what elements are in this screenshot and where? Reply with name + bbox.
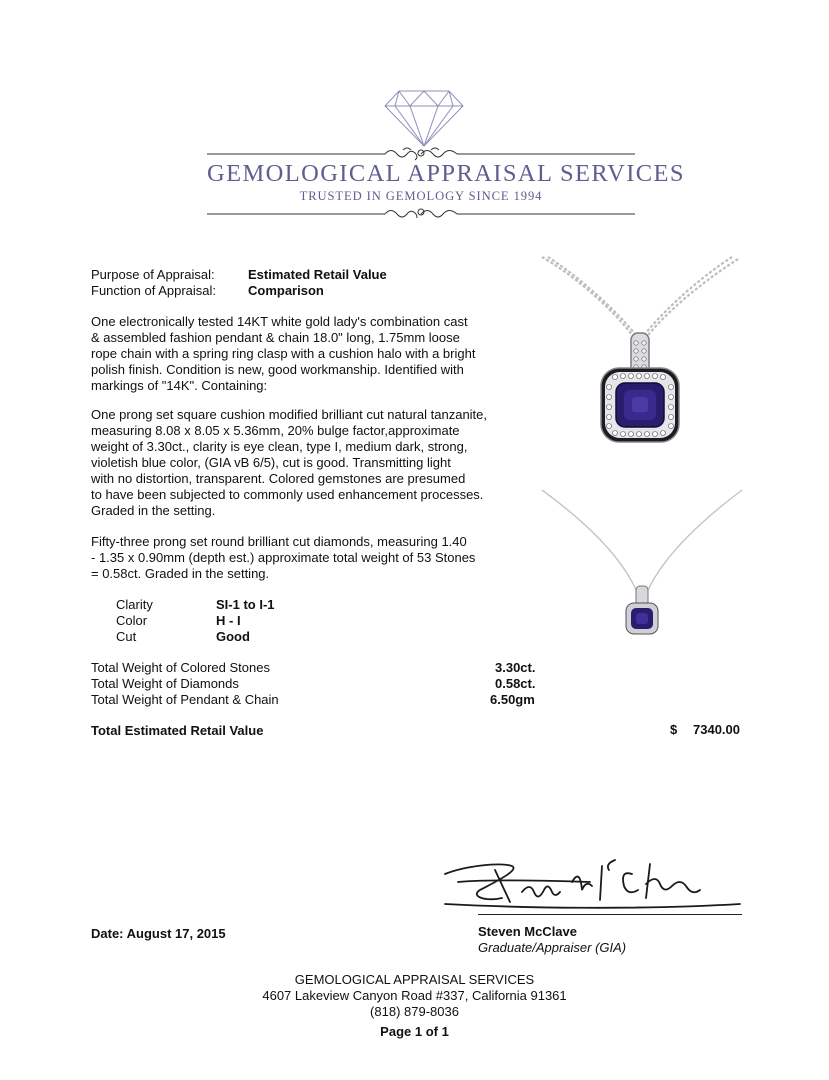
footer-company: GEMOLOGICAL APPRAISAL SERVICES <box>294 972 535 987</box>
center-stone-line: with no distortion, transparent. Colored gemstones are presumed <box>91 471 466 486</box>
center-stone-line: Graded in the setting. <box>91 503 216 518</box>
scroll-ornament-bottom <box>207 202 635 218</box>
description-line: polish finish. Condition is new, good workmanship. Identified with <box>91 362 464 377</box>
diamonds-line: - 1.35 x 0.90mm (depth est.) approximate total weight of 53 Stones <box>91 550 476 565</box>
center-stone-line: violetish blue color, (GIA vB 6/5), cut is good. Transmitting light <box>91 455 451 470</box>
weight-label-pendant-chain: Total Weight of Pendant & Chain <box>91 692 279 707</box>
center-stone-line: weight of 3.30ct., clarity is eye clean, type I, medium dark, strong, <box>91 439 468 454</box>
letterhead <box>0 88 829 223</box>
total-currency: $ <box>670 722 678 737</box>
grade-label-cut: Cut <box>116 629 137 644</box>
necklace-full-photo <box>540 488 745 638</box>
total-value-label: Total Estimated Retail Value <box>91 723 264 738</box>
footer-address: 4607 Lakeview Canyon Road #337, California 91361 <box>262 988 567 1003</box>
function-value: Comparison <box>248 283 324 298</box>
footer-phone: (818) 879-8036 <box>370 1004 459 1019</box>
total-value: 7340.00 <box>693 722 740 737</box>
purpose-value: Estimated Retail Value <box>248 267 387 282</box>
center-stone-description <box>91 407 487 519</box>
center-stone-line: to have been subjected to commonly used enhancement processes. <box>91 487 484 502</box>
description-line: One electronically tested 14KT white gold lady's combination cast <box>91 314 468 329</box>
diamonds-line: Fifty-three prong set round brilliant cut diamonds, measuring 1.40 <box>91 534 467 549</box>
grade-value-cut: Good <box>216 629 250 644</box>
description-line: & assembled fashion pendant & chain 18.0" long, 1.75mm loose <box>91 330 460 345</box>
appraiser-signature <box>440 852 745 914</box>
page-number: Page 1 of 1 <box>380 1024 449 1039</box>
diamonds-description <box>91 534 475 582</box>
company-tagline: TRUSTED IN GEMOLOGY SINCE 1994 <box>299 189 543 203</box>
function-label: Function of Appraisal: <box>91 283 217 298</box>
weight-label-diamonds: Total Weight of Diamonds <box>91 676 239 691</box>
item-description <box>91 314 475 394</box>
center-stone-line: measuring 8.08 x 8.05 x 5.36mm, 20% bulge factor,approximate <box>91 423 460 438</box>
description-line: markings of "14K". Containing: <box>91 378 268 393</box>
company-name: GEMOLOGICAL APPRAISAL SERVICES <box>207 160 685 187</box>
center-stone-line: One prong set square cushion modified brilliant cut natural tanzanite, <box>91 407 488 422</box>
signature-line <box>478 914 742 915</box>
appraisal-date: Date: August 17, 2015 <box>91 926 226 941</box>
pendant-closeup-photo <box>540 255 740 445</box>
weight-value-diamonds: 0.58ct. <box>495 676 536 691</box>
grade-value-color: H - I <box>216 613 241 628</box>
description-line: rope chain with a spring ring clasp with a cushion halo with a bright <box>91 346 476 361</box>
grade-label-clarity: Clarity <box>116 597 153 612</box>
appraiser-name: Steven McClave <box>478 924 577 939</box>
appraiser-title: Graduate/Appraiser (GIA) <box>478 940 627 955</box>
diamond-outline-icon <box>383 88 465 148</box>
weight-value-pendant-chain: 6.50gm <box>490 692 535 707</box>
diamonds-line: = 0.58ct. Graded in the setting. <box>91 566 270 581</box>
purpose-label: Purpose of Appraisal: <box>91 267 215 282</box>
grade-label-color: Color <box>116 613 148 628</box>
grade-value-clarity: SI-1 to I-1 <box>216 597 275 612</box>
weight-value-colored-stones: 3.30ct. <box>495 660 536 675</box>
weight-label-colored-stones: Total Weight of Colored Stones <box>91 660 270 675</box>
